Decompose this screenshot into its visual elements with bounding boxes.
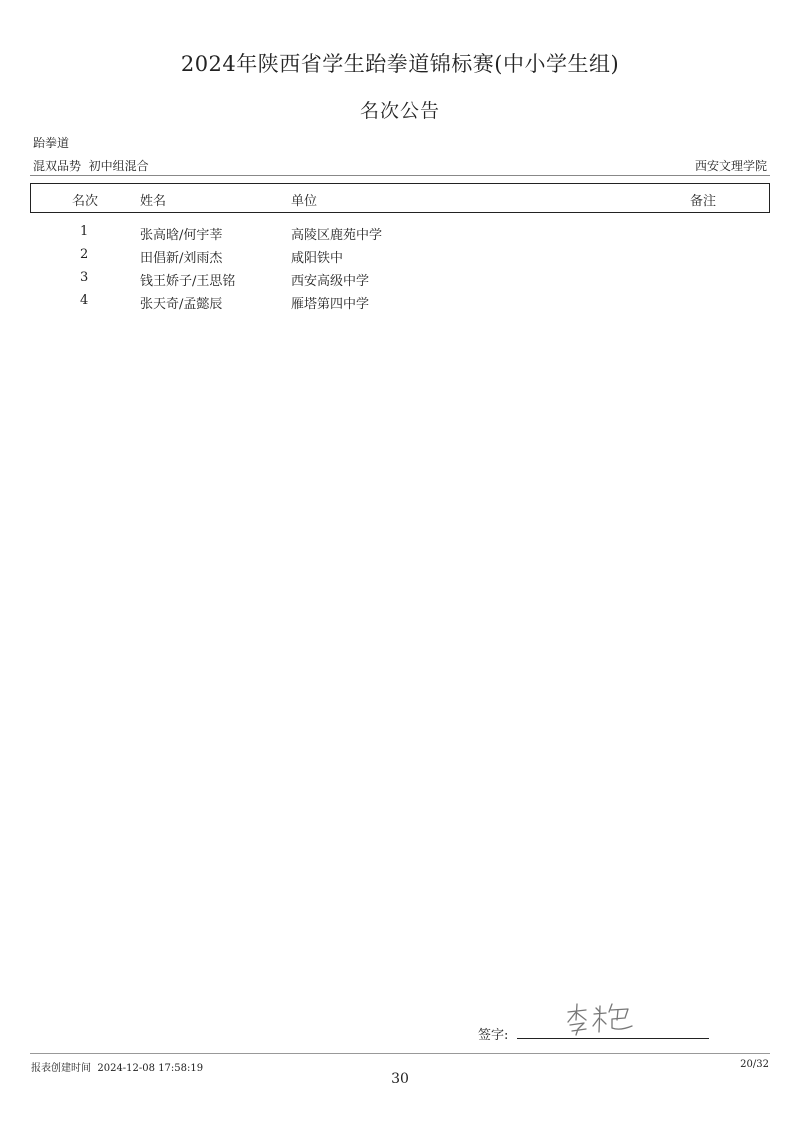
page-index: 20/32 (740, 1059, 769, 1070)
unit-cell: 咸阳铁中 (291, 251, 344, 266)
name-cell: 张天奇/孟懿辰 (140, 297, 223, 312)
page-number: 30 (391, 1071, 409, 1087)
venue-label: 西安文理学院 (694, 159, 767, 173)
handwritten-signature (562, 998, 642, 1038)
column-header-unit: 单位 (291, 194, 318, 209)
document-title: 2024年陕西省学生跆拳道锦标赛(中小学生组) (180, 52, 620, 76)
rank-cell: 4 (80, 293, 89, 308)
column-header-note: 备注 (690, 194, 717, 209)
unit-cell: 西安高级中学 (291, 274, 370, 289)
table-row (0, 247, 800, 269)
unit-cell: 高陵区鹿苑中学 (291, 228, 383, 243)
rank-cell: 2 (80, 247, 89, 262)
rank-cell: 1 (80, 224, 89, 239)
rank-cell: 3 (80, 270, 89, 285)
table-header (30, 183, 770, 213)
column-header-rank: 名次 (72, 194, 99, 209)
table-row (0, 293, 800, 315)
created-timestamp: 报表创建时间 2024-12-08 17:58:19 (31, 1063, 204, 1074)
header-divider (30, 175, 770, 176)
column-header-name: 姓名 (140, 194, 167, 209)
table-row (0, 224, 800, 246)
sport-label: 跆拳道 (33, 136, 70, 150)
unit-cell: 雁塔第四中学 (291, 297, 370, 312)
name-cell: 田倡新/刘雨杰 (140, 251, 223, 266)
document-subtitle: 名次公告 (359, 100, 440, 122)
name-cell: 钱王娇子/王思铭 (140, 274, 236, 289)
footer-divider (30, 1053, 770, 1054)
signature-line (517, 1038, 709, 1039)
event-label: 混双品势 初中组混合 (33, 159, 149, 173)
table-row (0, 270, 800, 292)
signature-label: 签字: (478, 1028, 509, 1043)
name-cell: 张高晗/何宇莘 (140, 228, 223, 243)
